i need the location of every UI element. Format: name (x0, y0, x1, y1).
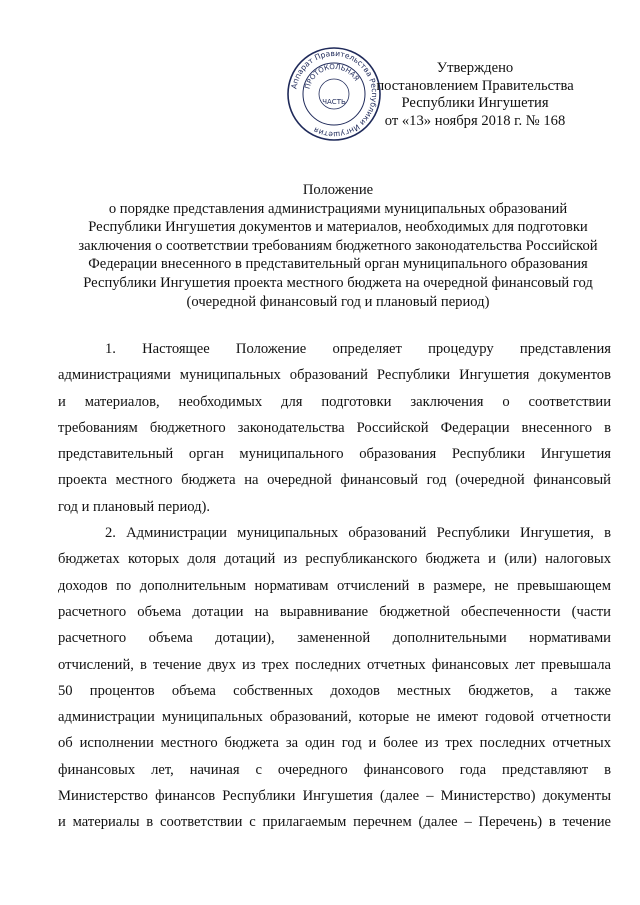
title-line: Федерации внесенного в представительный орган муниципального образования (88, 256, 588, 273)
body-line: 2. Администрации муниципальных образований Республики Ингушетия, в (105, 525, 611, 542)
body-line: об исполнении местного бюджета за один год и более из трех последних отчетных (58, 735, 611, 752)
approval-line: Республики Ингушетия (401, 95, 549, 111)
stamp-inner-text: ПРОТОКОЛЬНАЯ (303, 62, 361, 90)
document-body (58, 336, 611, 836)
body-line: финансовых лет, начиная с очередного финансового года представляют в (58, 761, 611, 778)
stamp-outer-text: Аппарат Правительства Республики Ингушетия (289, 48, 380, 140)
body-line: требованиям бюджетного законодательства Российской Федерации внесенного в (58, 419, 611, 436)
title-line: Республики Ингушетия документов и материалов, необходимых для подготовки (88, 219, 588, 236)
body-line: 1. Настоящее Положение определяет процедуру представления (105, 341, 611, 357)
body-line: представительный орган муниципального образования Республики Ингушетия (58, 446, 611, 463)
body-line: проекта местного бюджета на очередной финансовый год (очередной финансовый (58, 472, 611, 489)
paragraph-2 (58, 520, 611, 836)
title-line: заключения о соответствии требованиям бюджетного законодательства Российской (78, 237, 598, 254)
body-line: администрации муниципальных образований, которые не имеют годовой отчетности (58, 709, 611, 726)
body-line: бюджетах которых доля дотаций из республиканского бюджета и (или) налоговых (58, 551, 611, 568)
body-line: отчислений, в течение двух из трех последних отчетных финансовых лет превышала (58, 656, 611, 673)
document-title (58, 181, 618, 311)
paragraph-1 (58, 336, 611, 520)
title-line: о порядке представления администрациями муниципальных образований (108, 200, 568, 217)
approval-line: Утверждено (436, 60, 514, 76)
body-line: 50 процентов объема собственных доходов местных бюджетов, а также (58, 682, 611, 699)
title-line: (очередной финансовый год и плановый период) (186, 293, 490, 310)
body-line: и материалы в соответствии с прилагаемым перечнем (далее – Перечень) в течение (58, 814, 611, 831)
title-line: Республики Ингушетия проекта местного бюджета на очередной финансовый год (83, 274, 593, 291)
body-line: и материалов, необходимых для подготовки заключения о соответствии (58, 393, 611, 410)
body-line: расчетного объема дотации на выравнивание бюджетной обеспеченности (части (58, 603, 611, 620)
body-line: доходов по дополнительным нормативам отчислений в размере, не превышающем (58, 577, 611, 594)
body-line: расчетного объема дотации), замененной дополнительными нормативами (58, 630, 611, 647)
body-line: администрациями муниципальных образований Республики Ингушетия документов (58, 367, 611, 384)
approval-line: от «13» ноября 2018 г. № 168 (384, 112, 566, 129)
stamp-center-text: ЧАСТЬ (322, 98, 346, 106)
title-line: Положение (302, 182, 374, 198)
body-line: Министерство финансов Республики Ингушетия (далее – Министерство) документы (58, 788, 611, 805)
body-line: год и плановый период). (58, 498, 211, 515)
approval-line: постановлением Правительства (376, 77, 574, 94)
approval-block (360, 60, 590, 130)
